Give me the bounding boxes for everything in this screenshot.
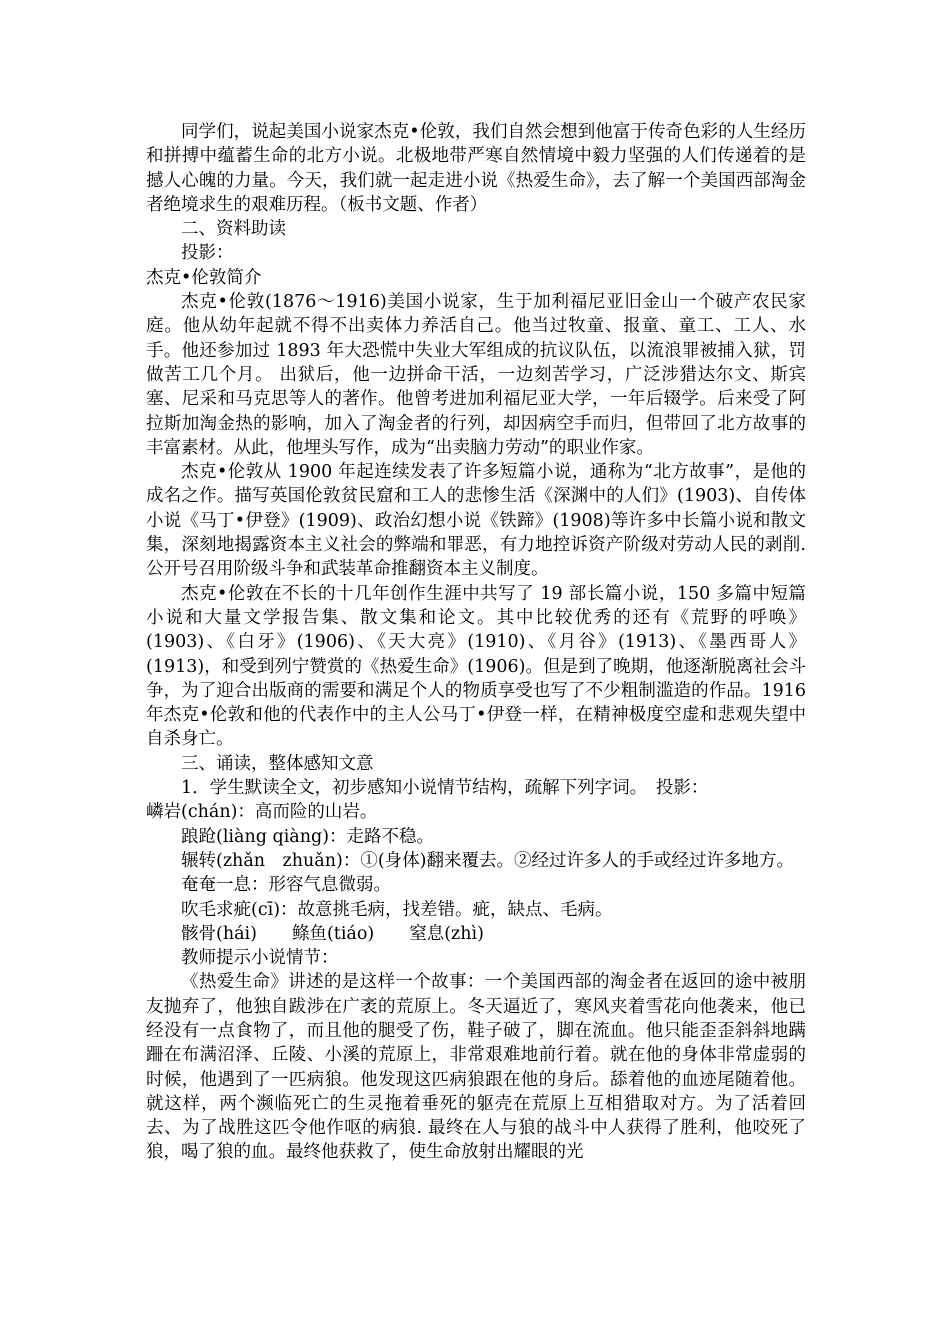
author-bio-paragraph: 杰克•伦敦(1876～1916)美国小说家，生于加利福尼亚旧金山一个破产农民家庭。他从幼年起就不得不出卖体力养活自己。他当过牧童、报童、童工、工人、水手。他还参加过 1893 年大恐慌中失业大军组成的抗议队伍，以流浪罪被捕入狱，罚做苦工几个月。 出狱后，他一边拼命干活，一边刻苦学习，广泛涉猎达尔文、斯宾塞、尼采和马克思等人的著作。他曾考进加利福尼亚大学，一年后辍学。后来受了阿拉斯加淘金热的影响，加入了淘金者的行列，却因病空手而归，但带回了北方故事的丰富素材。从此，他埋头写作，成为“出卖脑力劳动”的职业作家。: [146, 292, 806, 458]
projection-label: 投影：: [181, 243, 234, 264]
reading-task: 1．学生默读全文，初步感知小说情节结构，疏解下列字词。 投影：: [181, 778, 709, 799]
vocab-item: 吹毛求疵(cī)：故意挑毛病，找差错。疵，缺点、毛病。: [181, 899, 613, 920]
author-career-paragraph: 杰克•伦敦在不长的十几年创作生涯中共写了 19 部长篇小说，150 多篇中短篇小说和大量文学报告集、散文集和论文。其中比较优秀的还有《荒野的呼唤》(1903)、《白牙》(1906)、《天大亮》(1910)、《月谷》(1913)、《墨西哥人》(1913)，和受到列宁赞赏的《热爱生命》(1906)。但是到了晚期，他逐渐脱离社会斗争，为了迎合出版商的需要和满足个人的物质享受也写了不少粗制滥造的作品。1916 年杰克•伦敦和他的代表作中的主人公马丁•伊登一样，在精神极度空虚和悲观失望中自杀身亡。: [146, 583, 806, 750]
vocab-item: 踉跄(liàng qiàng)：走路不稳。: [181, 826, 435, 847]
plot-summary-paragraph: 《热爱生命》讲述的是这样一个故事：一个美国西部的淘金者在返回的途中被朋友抛弃了，他独自跋涉在广袤的荒原上。冬天逼近了，寒风夹着雪花向他袭来，他已经没有一点食物了，而且他的腿受了伤，鞋子破了，脚在流血。他只能歪歪斜斜地蹒跚在布满沼泽、丘陵、小溪的荒原上，非常艰难地前行着。就在他的身体非常虚弱的时候，他遇到了一匹病狼。他发现这匹病狼跟在他的身后。舔着他的血迹尾随着他。就这样，两个濒临死亡的生灵拖着垂死的躯壳在荒原上互相猎取对方。为了活着回去、为了战胜这匹令他作呕的病狼. 最终在人与狼的战斗中人获得了胜利，他咬死了狼，喝了狼的血。最终他获救了，使生命放射出耀眼的光: [146, 972, 806, 1163]
author-works-paragraph: 杰克•伦敦从 1900 年起连续发表了许多短篇小说，通称为“北方故事”，是他的成名之作。描写英国伦敦贫民窟和工人的悲惨生活《深渊中的人们》(1903)、自传体小说《马丁•伊登》(1909)、政治幻想小说《铁蹄》(1908)等许多中长篇小说和散文集，深刻地揭露资本主义社会的弊端和罪恶，有力地控诉资产阶级对劳动人民的剥削. 公开号召用阶级斗争和武装革命推翻资本主义制度。: [146, 462, 806, 580]
vocab-item: 辗转(zhǎn zhuǎn)：①(身体)翻来覆去。②经过许多人的手或经过许多地方。: [181, 850, 794, 871]
document-page: [146, 120, 806, 1165]
teacher-hint-label: 教师提示小说情节：: [181, 948, 339, 969]
vocab-item: 奄奄一息：形容气息微弱。: [181, 875, 391, 896]
vocab-item-row: 骸骨(hái) 鲦鱼(tiáo) 窒息(zhì): [181, 923, 484, 944]
intro-paragraph: 同学们，说起美国小说家杰克•伦敦，我们自然会想到他富于传奇色彩的人生经历和拼搏中蕴蓄生命的北方小说。北极地带严寒自然情境中毅力坚强的人们传递着的是撼人心魄的力量。今天，我们就一起走进小说《热爱生命》，去了解一个美国西部淘金者绝境求生的艰难历程。（板书文题、作者）: [146, 122, 806, 215]
author-intro-heading: 杰克•伦敦简介: [146, 267, 262, 288]
section-heading-materials: 二、资料助读: [181, 219, 286, 240]
section-heading-reading: 三、诵读，整体感知文意: [181, 753, 374, 774]
vocab-item: 嶙岩(chán)：高而险的山岩。: [146, 802, 378, 823]
